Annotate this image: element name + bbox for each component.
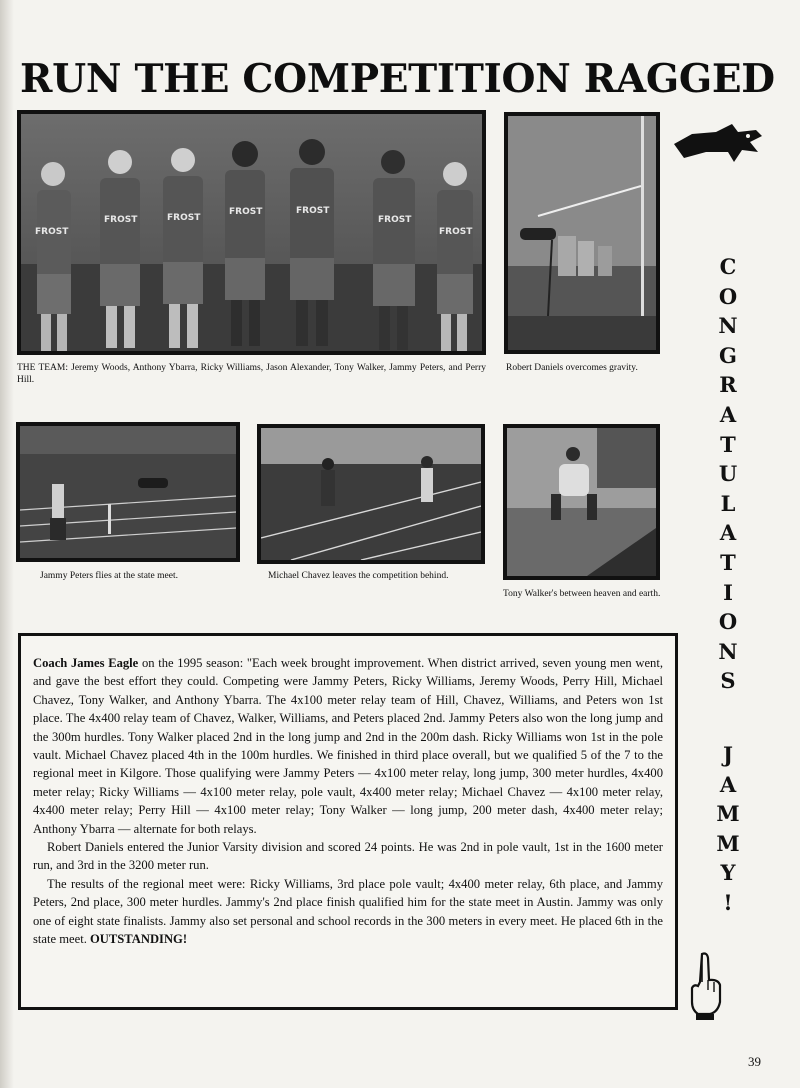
banner-letter: U — [718, 461, 738, 487]
banner-letter: ! — [723, 889, 733, 915]
hurdles-caption: Jammy Peters flies at the state meet. — [40, 571, 178, 581]
page-gutter-shadow — [0, 0, 14, 1088]
jersey-label: FROST — [104, 215, 138, 225]
pole-vault-photo-image — [508, 116, 656, 350]
page-title: RUN THE COMPETITION RAGGED — [20, 56, 775, 102]
pole-vault-caption: Robert Daniels overcomes gravity. — [506, 363, 638, 373]
banner-letter: C — [719, 254, 737, 279]
jersey-label: FROST — [378, 215, 412, 225]
sprint-photo — [257, 424, 485, 564]
season-story-text — [33, 654, 663, 949]
jersey-label: FROST — [296, 206, 330, 216]
banner-letter: A — [719, 401, 737, 427]
story-paragraph-2: Robert Daniels entered the Junior Varsity division and scored 24 points. He was 2nd in pole vault, 1st in the 1600 meter run, and 3rd in the 3200 meter run. — [33, 840, 663, 873]
banner-letter: N — [718, 638, 738, 664]
banner-letter: M — [716, 801, 740, 827]
sprint-photo-image — [261, 428, 481, 560]
story-closing: OUTSTANDING! — [90, 932, 188, 947]
hurdles-photo-image — [20, 426, 236, 558]
flying-bird-mascot-icon — [672, 118, 764, 172]
coach-name: Coach James Eagle — [33, 656, 139, 670]
long-jump-photo — [503, 424, 660, 580]
jersey-label: FROST — [439, 227, 473, 237]
jersey-label: FROST — [167, 213, 201, 223]
banner-letter: G — [719, 342, 737, 368]
story-paragraph-1-text: on the 1995 season: "Each week brought improvement. When district arrived, seven young men went, and gave the best effort they could. Competing were Jammy Peters, Ricky Williams, Jeremy Woods, Perry Hill, Michael Chavez, Tony Walker, and Anthony Ybarra. The 4x100 meter relay team of Hill, Chavez, Williams, and Peters won 1st place. The 4x400 relay team of Chavez, Walker, Williams, and Peters placed 2nd. Jammy Peters also won the long jump and the 300m hurdles. Tony Walker placed 2nd in the long jump and 2nd in the 200m dash. Ricky Williams won 1st in the pole vault. Michael Chavez placed 4th in the 100m hurdles. We finished in third place overall, but we qualified 5 of the 7 to the regional meet in Kilgore. Those qualifying were Jammy Peters — 4x100 meter relay, long jump, 300 meter hurdles, 4x400 meter relay; Ricky Williams — 4x100 meter relay, pole vault, 4x400 meter relay; Michael Chavez — 4x100 meter relay, 4x400 meter relay; Perry Hill — 4x100 meter relay; Tony Walker — long jump, 200 meter dash, 4x400 meter relay; Anthony Ybarra — alternate for both relays. — [33, 656, 663, 836]
jersey-label: FROST — [35, 227, 69, 237]
banner-letter: S — [720, 668, 736, 694]
banner-letter: L — [720, 490, 736, 516]
season-story-box — [18, 633, 678, 1010]
banner-letter: O — [718, 609, 738, 635]
team-photo — [17, 110, 486, 355]
banner-letter: N — [718, 313, 738, 339]
banner-letter: A — [719, 520, 737, 546]
banner-gap — [708, 696, 748, 740]
banner-letter: R — [719, 372, 737, 398]
pointing-hand-icon — [688, 952, 724, 1022]
story-paragraph-3-text: The results of the regional meet were: Ricky Williams, 3rd place pole vault; 4x400 meter relay, 6th place, and Jammy Peters, 2nd place, 300 meter hurdles. Jammy's 2nd place finish qualified him for the state meet in Austin. Jammy was only one of eight state finalists. Jammy also set personal and school records in the 300 meters in every meet. He placed 6th in the state meet. — [33, 876, 663, 947]
banner-letter: A — [719, 771, 737, 797]
banner-letter: T — [720, 549, 736, 575]
story-paragraph-3 — [33, 875, 663, 949]
banner-letter: J — [723, 741, 733, 767]
story-paragraph-1 — [33, 654, 663, 838]
sprint-caption: Michael Chavez leaves the competition behind. — [268, 571, 449, 581]
hurdles-photo — [16, 422, 240, 562]
banner-letter: T — [720, 431, 736, 457]
jersey-label: FROST — [229, 207, 263, 217]
congratulations-jammy-banner — [708, 252, 748, 917]
team-photo-image — [21, 114, 482, 351]
banner-letter: O — [718, 283, 738, 309]
banner-letter: I — [723, 579, 733, 605]
page-number: 39 — [748, 1054, 761, 1069]
pole-vault-photo — [504, 112, 660, 354]
team-photo-caption: THE TEAM: Jeremy Woods, Anthony Ybarra, Ricky Williams, Jason Alexander, Tony Walker, Jammy Peters, and Perry Hill. — [17, 363, 486, 385]
banner-letter: M — [716, 830, 740, 856]
long-jump-photo-image — [507, 428, 656, 576]
banner-letter: Y — [720, 860, 736, 886]
long-jump-caption: Tony Walker's between heaven and earth. — [503, 589, 661, 599]
